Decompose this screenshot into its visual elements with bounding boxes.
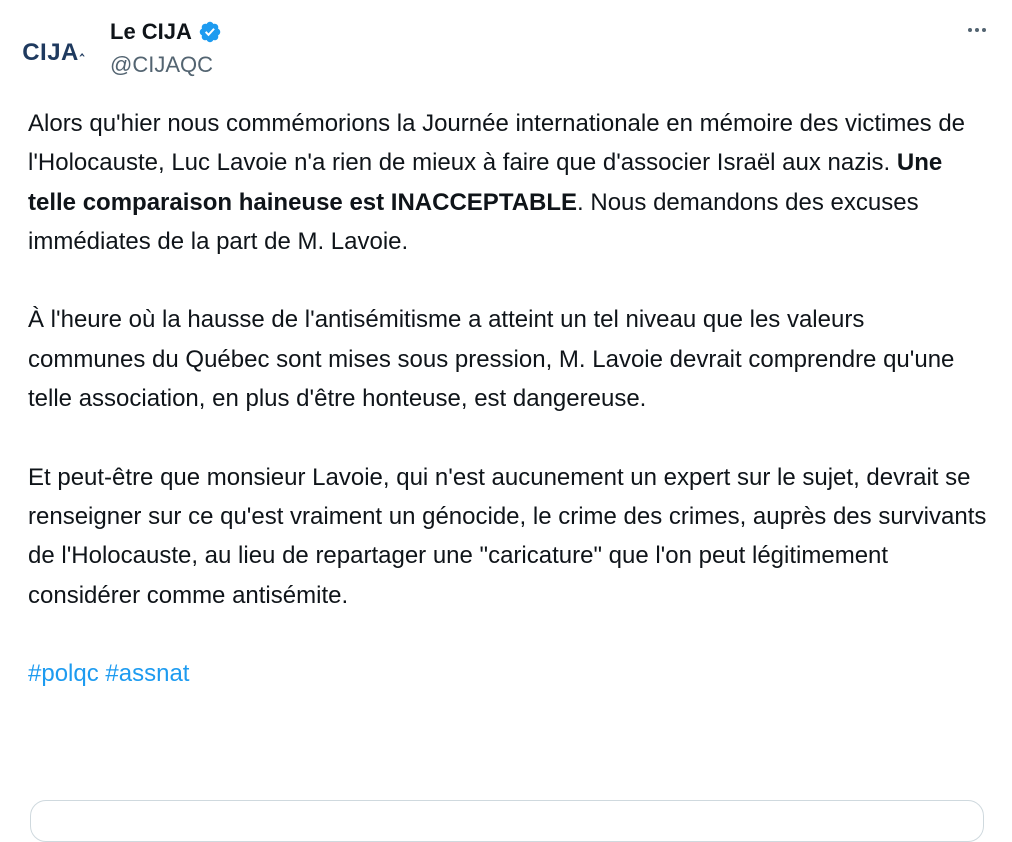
tweet-paragraph-2: À l'heure où la hausse de l'antisémitisme a atteint un tel niveau que les valeurs communes du Québec sont mises sous pression, M. Lavoie devrait comprendre qu'une telle association, en plus d'être honteuse, est dangereuse. [28, 306, 955, 413]
author-block [110, 16, 222, 78]
tweet-text [28, 104, 988, 733]
tweet-header [24, 12, 994, 82]
tweet-paragraph-1 [28, 104, 988, 261]
author-handle[interactable]: @CIJAQC [110, 52, 214, 77]
tweet-paragraph-1-bold: Une telle comparaison haineuse est INACCEPTABLE [28, 149, 943, 216]
avatar-logo: CIJA‸ [22, 39, 85, 66]
tweet-paragraph-3: Et peut-être que monsieur Lavoie, qui n'est aucunement un expert sur le sujet, devrait se renseigner sur ce qu'est vraiment un génocide, le crime des crimes, auprès des survivants de l'Holocauste, au lieu de repartager une "caricature" que l'on peut légitimement considérer comme antisémite. [28, 463, 987, 609]
media-card-edge[interactable] [30, 800, 984, 842]
more-horizontal-icon[interactable] [960, 18, 994, 42]
display-name-row [110, 16, 222, 48]
tweet-paragraph-1-end: . Nous demandons des excuses immédiates de la part de M. Lavoie. [28, 188, 919, 255]
avatar[interactable] [24, 18, 94, 88]
display-name[interactable]: Le CIJA [110, 19, 192, 44]
verified-badge-icon[interactable] [198, 20, 222, 44]
hashtags [28, 654, 988, 693]
hashtag-polqc[interactable]: #polqc [28, 660, 99, 688]
tweet-paragraph-1-start: Alors qu'hier nous commémorions la Journée internationale en mémoire des victimes de l'Holocauste, Luc Lavoie n'a rien de mieux à faire que d'associer Israël aux nazis. [28, 110, 966, 177]
hashtag-assnat[interactable]: #assnat [105, 660, 190, 688]
